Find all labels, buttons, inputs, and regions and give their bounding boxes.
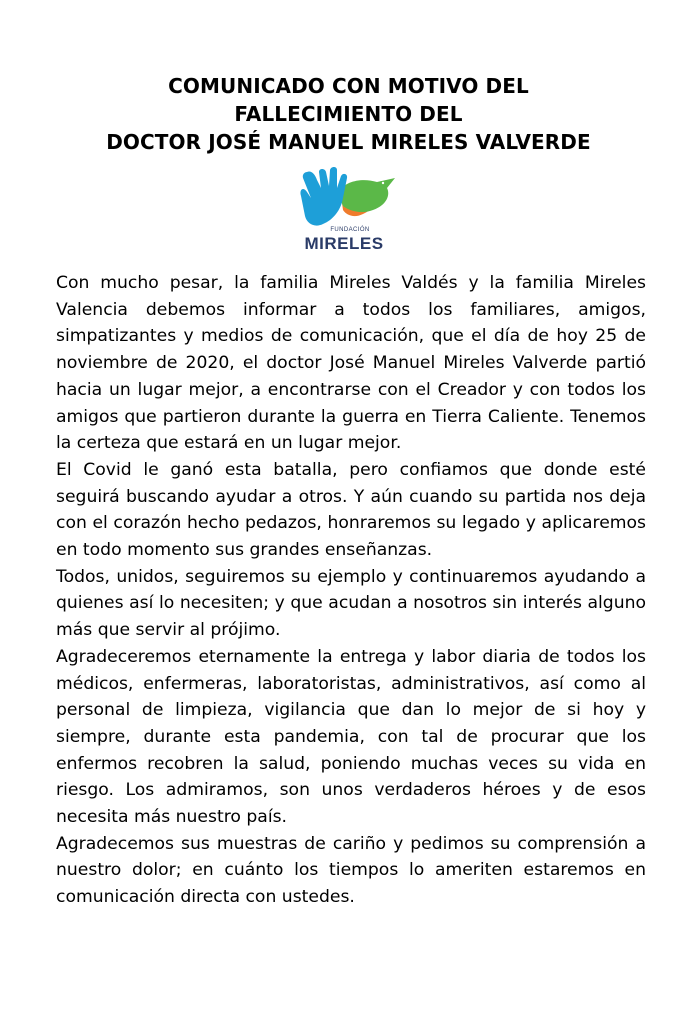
logo-blue-hand [300,167,347,226]
hands-birds-icon [297,166,401,230]
logo-bird-eye [382,182,384,184]
fundacion-mireles-logo [297,166,401,256]
paragraph-3: Todos, unidos, seguiremos su ejemplo y continuaremos ayudando a quienes así lo necesiten; y que acudan a nosotros sin interés alguno más que servir al prójimo. [56,566,646,641]
title-line-1: COMUNICADO CON MOTIVO DEL [168,74,529,98]
title-line-2: FALLECIMIENTO DEL [234,102,463,126]
logo-small-text: FUNDACIÓN [330,227,370,233]
paragraph-5: Agradecemos sus muestras de cariño y pedimos su comprensión a nuestro dolor; en cuánto los tiempos lo ameriten estaremos en comunicación directa con ustedes. [56,833,646,908]
title-line-3: DOCTOR JOSÉ MANUEL MIRELES VALVERDE [106,130,591,154]
logo-name-text: MIRELES [304,234,384,253]
document-body [56,270,646,911]
paragraph-4: Agradeceremos eternamente la entrega y labor diaria de todos los médicos, enfermeras, laboratoristas, administrativos, así como al personal de limpieza, vigilancia que dan lo mejor de si hoy y siempre, durante esta pandemia, con tal de procurar que los enfermos recobren la salud, poniendo muchas veces su vida en riesgo. Los admiramos, son unos verdaderos héroes y de esos necesita más nuestro país. [56,646,646,828]
paragraph-1: Con mucho pesar, la familia Mireles Valdés y la familia Mireles Valencia debemos informar a todos los familiares, amigos, simpatizantes y medios de comunicación, que el día de hoy 25 de noviembre de 2020, el doctor José Manuel Mireles Valverde partió hacia un lugar mejor, a encontrarse con el Creador y con todos los amigos que partieron durante la guerra en Tierra Caliente. Tenemos la certeza que estará en un lugar mejor. [56,273,646,454]
paragraph-2: El Covid le ganó esta batalla, pero confiamos que donde esté seguirá buscando ayudar a otros. Y aún cuando su partida nos deja con el corazón hecho pedazos, honraremos su legado y aplicaremos en todo momento sus grandes enseñanzas. [56,459,646,561]
document-title [40,72,657,156]
